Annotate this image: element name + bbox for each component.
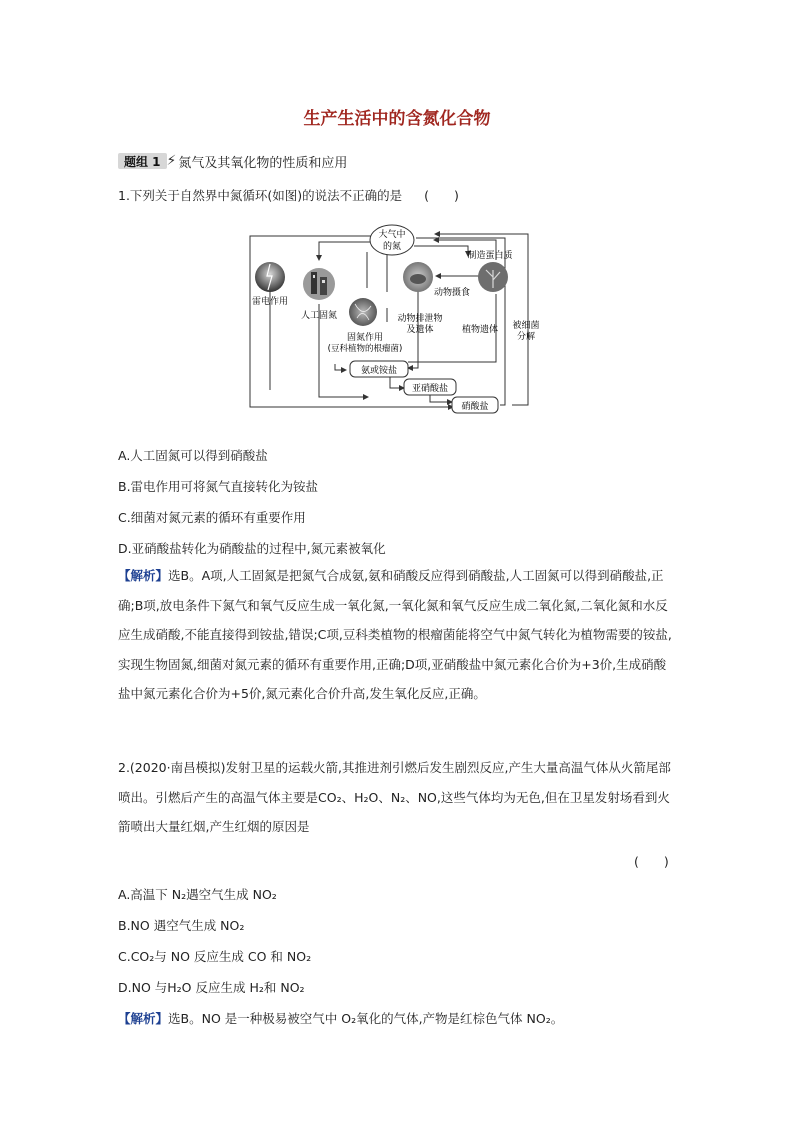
q1-option-d: D.亚硝酸盐转化为硝酸盐的过程中,氮元素被氧化 bbox=[118, 541, 386, 556]
biofix-label: 固氮作用 bbox=[346, 333, 384, 343]
decomposition-label-2: 分解 bbox=[516, 332, 536, 342]
q2-option-d: D.NO 与H₂O 反应生成 H₂和 NO₂ bbox=[118, 980, 305, 995]
root-nodule-photo bbox=[349, 298, 377, 326]
q1-stem: 1.下列关于自然界中氮循环(如图)的说法不正确的是 ( ) bbox=[118, 188, 459, 203]
q2-gases: CO₂、H₂O、N₂、NO bbox=[318, 789, 437, 805]
ammonia-box: 氨或铵盐 bbox=[360, 366, 398, 376]
nitrogen-cycle-diagram bbox=[240, 222, 540, 418]
atmosphere-label: 大气中 bbox=[378, 230, 406, 240]
industrial-label: 人工固氮 bbox=[300, 311, 338, 321]
excreta-label: 动物排泄物 bbox=[397, 314, 443, 324]
q2-stem: 2.(2020·南昌模拟)发射卫星的运载火箭,其推进剂引燃后发生剧烈反应,产生大量高温气体从火箭尾部喷出。引燃后产生的高温气体主要是CO₂、H₂O、N₂、NO,这些气体均为无色,但在卫星发射场看到火箭喷出大量红烟,产生红烟的原因是 bbox=[118, 760, 671, 834]
excreta-label-2: 及遗体 bbox=[406, 325, 434, 335]
q1-option-c: C.细菌对氮元素的循环有重要作用 bbox=[118, 510, 306, 525]
plant-remains-label: 植物遗体 bbox=[461, 325, 499, 335]
q1-option-a: A.人工固氮可以得到硝酸盐 bbox=[118, 448, 268, 463]
q1-option-b: B.雷电作用可将氮气直接转化为铵盐 bbox=[118, 479, 319, 494]
lightning-icon: ⚡ bbox=[166, 153, 177, 169]
group-badge: 题组 1 bbox=[118, 153, 167, 169]
group-heading: 氮气及其氧化物的性质和应用 bbox=[178, 155, 348, 171]
q2-answer-paren: ( ) bbox=[634, 854, 669, 869]
biofix-label-2: (豆科植物的根瘤菌) bbox=[327, 344, 403, 354]
industrial-photo bbox=[303, 268, 335, 300]
q2-option-a: A.高温下 N₂遇空气生成 NO₂ bbox=[118, 887, 277, 902]
q2-option-c: C.CO₂与 NO 反应生成 CO 和 NO₂ bbox=[118, 949, 312, 964]
q1-analysis-tag: 【解析】 bbox=[118, 568, 169, 583]
q1-analysis: 【解析】选B。A项,人工固氮是把氮气合成氨,氨和硝酸反应得到硝酸盐,人工固氮可以得到硝酸盐,正确;B项,放电条件下氮气和氧气反应生成一氧化氮,一氧化氮和氧气反应生成二氧化氮,二氧化氮和水反应生成硝酸,不能直接得到铵盐,错误;C项,豆科类植物的根瘤菌能将空气中氮气转化为植物需要的铵盐,实现生物固氮,细菌对氮元素的循环有重要作用,正确;D项,亚硝酸盐中氮元素化合价为+3价,生成硝酸盐中氮元素化合价为+5价,氮元素化合价升高,发生氧化反应,正确。 bbox=[118, 568, 672, 701]
animal-label: 动物摄食 bbox=[434, 288, 471, 298]
nitrate-box: 硝酸盐 bbox=[461, 402, 489, 412]
page-title: 生产生活中的含氮化合物 bbox=[303, 109, 491, 129]
q2-option-b: B.NO 遇空气生成 NO₂ bbox=[118, 918, 245, 933]
atmosphere-label-2: 的氮 bbox=[382, 242, 402, 252]
decomposition-label: 被细菌 bbox=[512, 321, 540, 331]
lightning-label: 雷电作用 bbox=[251, 297, 289, 307]
protein-label: 制造蛋白质 bbox=[467, 251, 513, 261]
q2-analysis: 【解析】选B。NO 是一种极易被空气中 O₂氧化的气体,产物是红棕色气体 NO₂。 bbox=[118, 1011, 564, 1026]
question-group-header bbox=[118, 150, 347, 172]
nitrite-box: 亚硝酸盐 bbox=[411, 384, 449, 394]
q2-analysis-tag: 【解析】 bbox=[118, 1011, 169, 1026]
lightning-photo bbox=[255, 262, 285, 292]
q1-answer-paren: ( ) bbox=[424, 188, 459, 203]
